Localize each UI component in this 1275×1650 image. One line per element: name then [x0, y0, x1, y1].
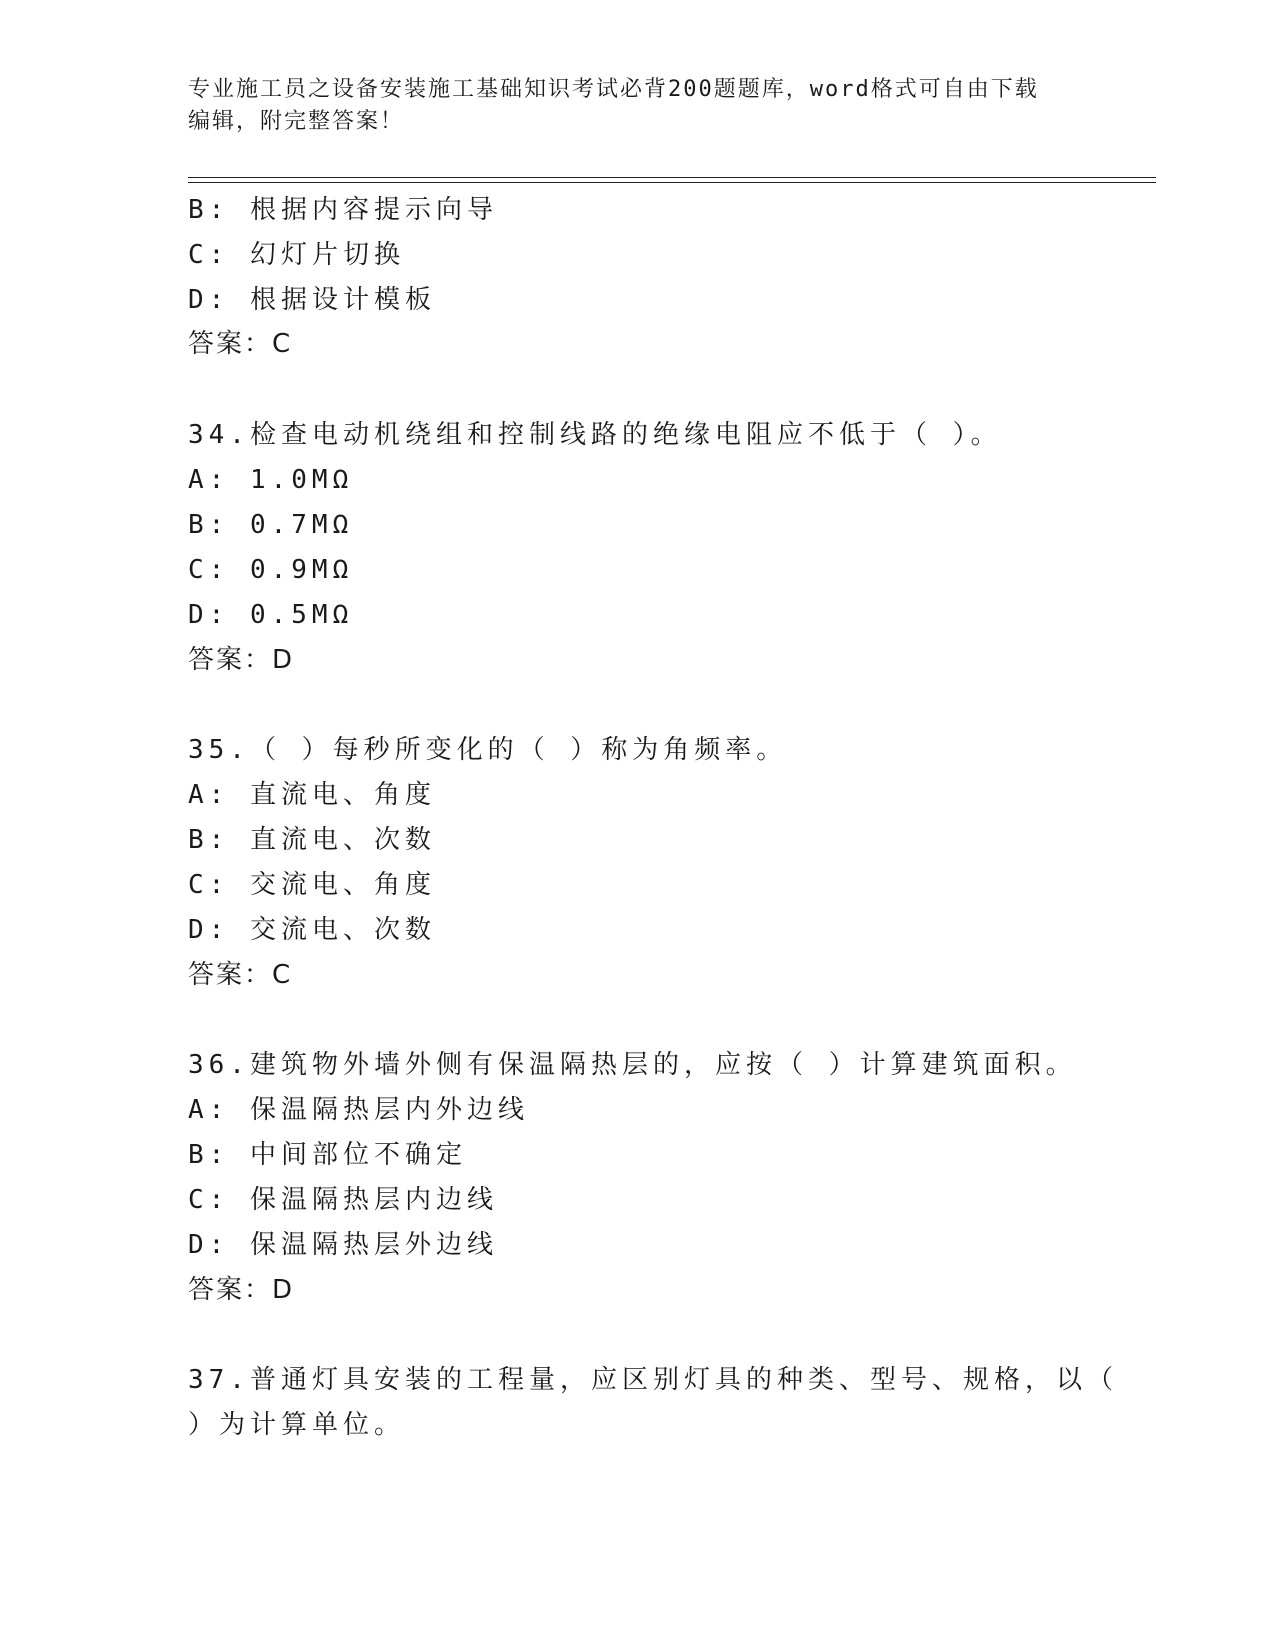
- q36-option-c: C: 保温隔热层内边线: [188, 1185, 498, 1215]
- q35-question: 35.（ ）每秒所变化的（ ）称为角频率。: [188, 735, 788, 765]
- q35-answer: 答案：C: [188, 960, 293, 990]
- q35-option-a: A: 直流电、角度: [188, 780, 436, 810]
- q36-option-d: D: 保温隔热层外边线: [188, 1230, 498, 1260]
- q36-question: 36.建筑物外墙外侧有保温隔热层的，应按（ ）计算建筑面积。: [188, 1050, 1077, 1080]
- q35-option-d: D: 交流电、次数: [188, 915, 436, 945]
- q34-option-a: A: 1.0MΩ: [188, 465, 354, 495]
- q37-question-line-1: 37.普通灯具安装的工程量，应区别灯具的种类、型号、规格，以（: [188, 1365, 1118, 1395]
- q33-answer: 答案：C: [188, 329, 293, 359]
- q33-option-c: C: 幻灯片切换: [188, 240, 405, 270]
- q36-option-a: A: 保温隔热层内外边线: [188, 1095, 529, 1125]
- header-title-line-1: 专业施工员之设备安装施工基础知识考试必背200题题库，word格式可自由下载: [188, 77, 1039, 102]
- q36-answer: 答案：D: [188, 1275, 295, 1305]
- q33-option-d: D: 根据设计模板: [188, 285, 436, 315]
- document-header: [188, 74, 1068, 138]
- header-title-line-2: 编辑，附完整答案！: [188, 109, 405, 134]
- q35-option-c: C: 交流电、角度: [188, 870, 436, 900]
- q34-option-b: B: 0.7MΩ: [188, 510, 354, 540]
- q34-option-c: C: 0.9MΩ: [188, 555, 354, 585]
- q37-question-line-2: ）为计算单位。: [188, 1410, 406, 1440]
- q34-option-d: D: 0.5MΩ: [188, 600, 354, 630]
- q33-option-b: B: 根据内容提示向导: [188, 195, 498, 225]
- q35-option-b: B: 直流电、次数: [188, 825, 436, 855]
- header-divider-bottom: [188, 182, 1156, 183]
- q34-answer: 答案：D: [188, 645, 295, 675]
- q34-question: 34.检查电动机绕组和控制线路的绝缘电阻应不低于（ ）。: [188, 420, 1002, 450]
- header-divider-top: [188, 177, 1156, 178]
- q36-option-b: B: 中间部位不确定: [188, 1140, 467, 1170]
